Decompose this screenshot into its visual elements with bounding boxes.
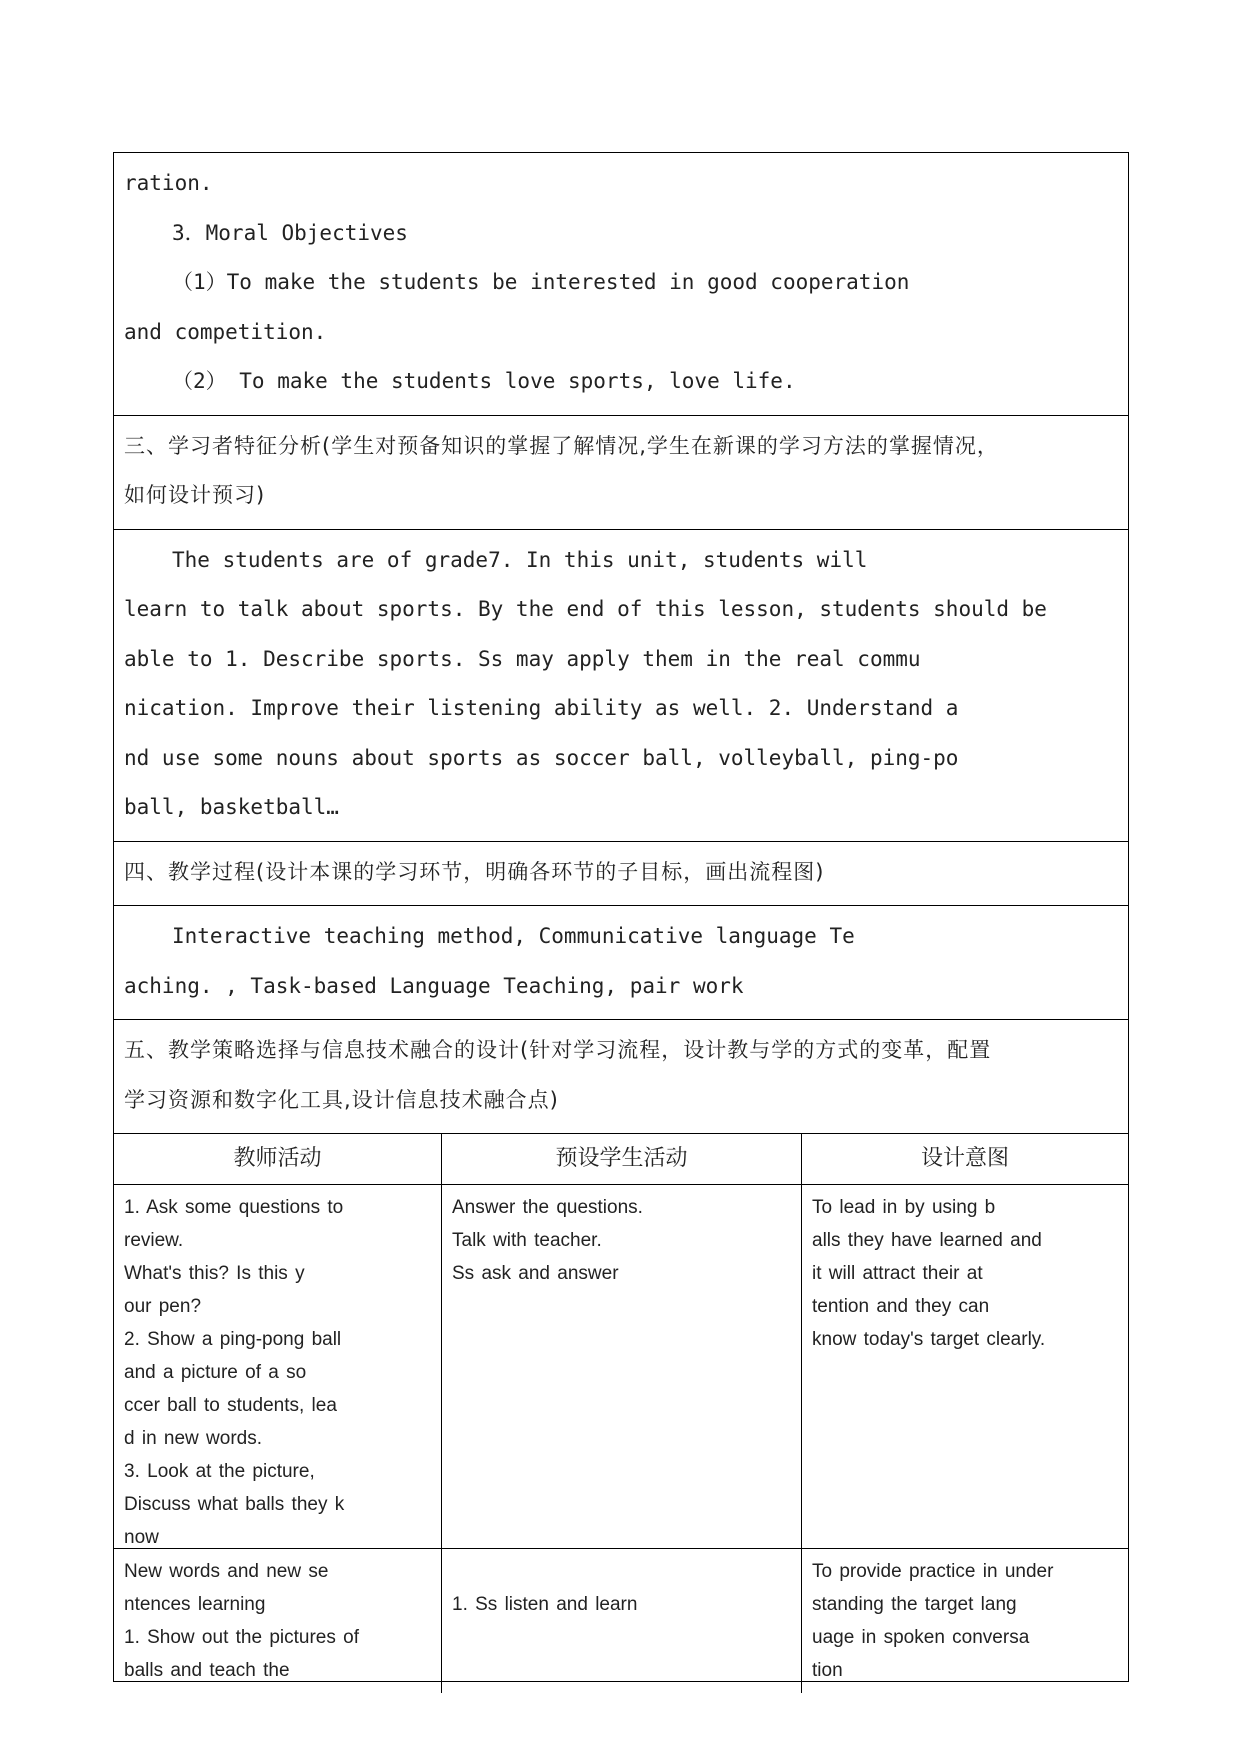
content-line: able to 1. Describe sports. Ss may apply them in the real commu bbox=[124, 646, 921, 671]
cell-line: standing the target lang bbox=[812, 1594, 1017, 1615]
content-line: nd use some nouns about sports as soccer ball, volleyball, ping-po bbox=[124, 745, 959, 770]
cell-line: 3. Look at the picture, bbox=[124, 1461, 315, 1482]
content-line: aching. , Task-based Language Teaching, pair work bbox=[124, 973, 744, 998]
cell-line: review. bbox=[124, 1230, 184, 1251]
content-line: learn to talk about sports. By the end of this lesson, students should be bbox=[124, 597, 1047, 621]
header-teacher-activity: 教师活动 bbox=[114, 1134, 442, 1184]
lesson-plan-sheet bbox=[113, 152, 1129, 1682]
cell-line: What's this? Is this y bbox=[124, 1263, 305, 1284]
heading-line: 学习资源和数字化工具,设计信息技术融合点) bbox=[124, 1087, 559, 1112]
cell-line: 2. Show a ping-pong ball bbox=[124, 1329, 342, 1350]
activity-table-header bbox=[114, 1134, 1128, 1185]
objectives-line: ration. bbox=[124, 171, 213, 195]
strategy-heading bbox=[114, 1020, 1128, 1134]
cell-line: 1. Ss listen and learn bbox=[452, 1594, 638, 1615]
cell-line: know today's target clearly. bbox=[812, 1329, 1046, 1350]
header-student-activity: 预设学生活动 bbox=[442, 1134, 802, 1184]
objectives-block bbox=[114, 153, 1128, 416]
cell-line: 1. Show out the pictures of bbox=[124, 1627, 359, 1648]
objectives-line: 3．Moral Objectives bbox=[172, 220, 408, 245]
objectives-line: （2） To make the students love sports, love life. bbox=[172, 369, 796, 393]
objectives-line: （1）To make the students be interested in good cooperation bbox=[172, 270, 910, 294]
cell-line: Discuss what balls they k bbox=[124, 1494, 345, 1515]
teaching-process-heading bbox=[114, 842, 1128, 907]
teacher-activity-cell bbox=[114, 1549, 442, 1693]
table-row bbox=[114, 1549, 1128, 1681]
cell-line bbox=[452, 1555, 791, 1588]
heading-line: 四、教学过程(设计本课的学习环节，明确各环节的子目标，画出流程图) bbox=[124, 859, 825, 884]
cell-line: ntences learning bbox=[124, 1594, 266, 1615]
student-activity-cell bbox=[442, 1549, 802, 1693]
heading-line: 如何设计预习) bbox=[124, 483, 266, 507]
cell-line: our pen? bbox=[124, 1296, 202, 1317]
cell-line: tion bbox=[812, 1660, 843, 1681]
content-line: Interactive teaching method, Communicative language Te bbox=[172, 924, 855, 948]
design-intent-cell bbox=[802, 1549, 1128, 1693]
table-row bbox=[114, 1185, 1128, 1549]
cell-line: d in new words. bbox=[124, 1428, 263, 1449]
cell-line: balls and teach the bbox=[124, 1660, 290, 1681]
cell-line: 1. Ask some questions to bbox=[124, 1197, 344, 1218]
cell-line: Talk with teacher. bbox=[452, 1230, 602, 1251]
learner-analysis-heading bbox=[114, 416, 1128, 530]
cell-line: tention and they can bbox=[812, 1296, 990, 1317]
content-line: The students are of grade7. In this unit, students will bbox=[172, 547, 868, 572]
header-design-intent: 设计意图 bbox=[920, 1146, 1009, 1171]
cell-line: To lead in by using b bbox=[812, 1197, 996, 1218]
teaching-process-content bbox=[114, 906, 1128, 1020]
cell-line: alls they have learned and bbox=[812, 1230, 1042, 1251]
content-line: ball, basketball… bbox=[124, 795, 339, 819]
cell-line: New words and new se bbox=[124, 1561, 329, 1582]
student-activity-cell bbox=[442, 1185, 802, 1560]
design-intent-cell bbox=[802, 1185, 1128, 1560]
cell-line: uage in spoken conversa bbox=[812, 1627, 1030, 1648]
cell-line: Answer the questions. bbox=[452, 1197, 643, 1218]
heading-line: 三、学习者特征分析(学生对预备知识的掌握了解情况,学生在新课的学习方法的掌握情况， bbox=[124, 433, 999, 458]
learner-analysis-content bbox=[114, 530, 1128, 842]
activity-table bbox=[114, 1134, 1128, 1681]
cell-line: it will attract their at bbox=[812, 1263, 983, 1284]
cell-line: ccer ball to students, lea bbox=[124, 1395, 337, 1416]
cell-line: Ss ask and answer bbox=[452, 1263, 619, 1284]
heading-line: 五、教学策略选择与信息技术融合的设计(针对学习流程，设计教与学的方式的变革，配置 bbox=[124, 1038, 992, 1062]
cell-line: To provide practice in under bbox=[812, 1561, 1054, 1582]
objectives-line: and competition. bbox=[124, 319, 327, 344]
cell-line: now bbox=[124, 1527, 159, 1548]
teacher-activity-cell bbox=[114, 1185, 442, 1560]
cell-line: and a picture of a so bbox=[124, 1362, 307, 1383]
content-line: nication. Improve their listening ability as well. 2. Understand a bbox=[124, 696, 959, 720]
